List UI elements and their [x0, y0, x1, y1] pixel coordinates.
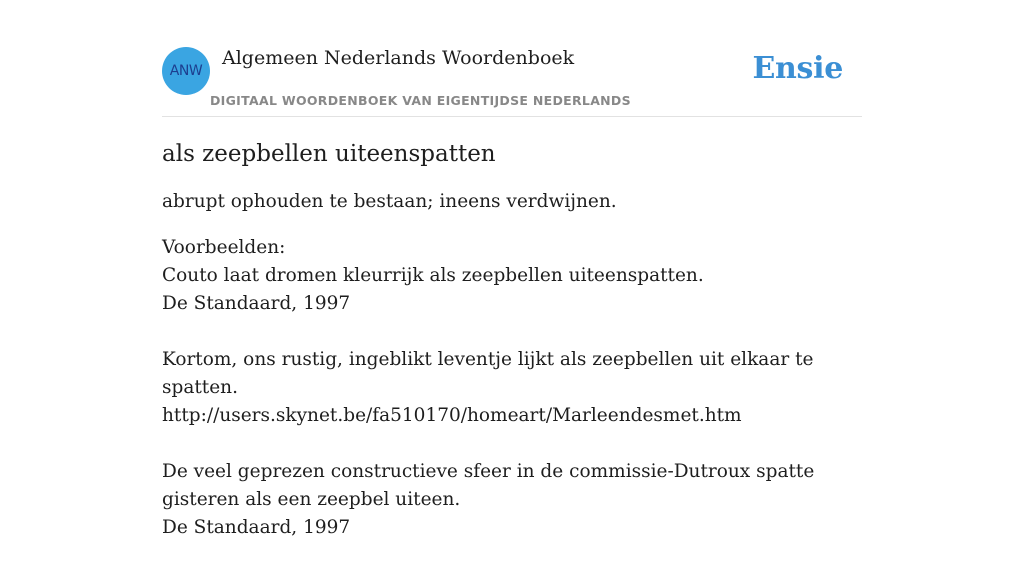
- example-source: De Standaard, 1997: [162, 517, 351, 538]
- entry-content: [162, 137, 862, 570]
- example-source: De Standaard, 1997: [162, 293, 351, 314]
- examples-section: [162, 234, 862, 542]
- dictionary-subtitle: DIGITAAL WOORDENBOEK VAN EIGENTIJDSE NEDERLANDS: [210, 93, 631, 108]
- example-text: Couto laat dromen kleurrijk als zeepbellen uiteenspatten.: [162, 265, 704, 286]
- site-header: [162, 0, 862, 117]
- dictionary-title[interactable]: Algemeen Nederlands Woordenboek: [222, 47, 575, 69]
- example-item: [162, 262, 862, 318]
- example-text: Kortom, ons rustig, ingeblikt leventje lijkt als zeepbellen uit elkaar te spatten.: [162, 349, 814, 398]
- example-text: De veel geprezen constructieve sfeer in de commissie-Dutroux spatte gisteren als een zeepbel uiteen.: [162, 461, 815, 510]
- example-item: [162, 458, 862, 542]
- entry-definition: abrupt ophouden te bestaan; ineens verdwijnen.: [162, 191, 617, 212]
- ensie-logo-link[interactable]: Ensie: [752, 51, 843, 86]
- example-item: [162, 346, 862, 430]
- example-source: http://users.skynet.be/fa510170/homeart/Marleendesmet.htm: [162, 405, 742, 426]
- anw-logo[interactable]: ANW: [162, 47, 210, 95]
- entry-title: als zeepbellen uiteenspatten: [162, 141, 496, 167]
- examples-label: Voorbeelden:: [162, 237, 286, 258]
